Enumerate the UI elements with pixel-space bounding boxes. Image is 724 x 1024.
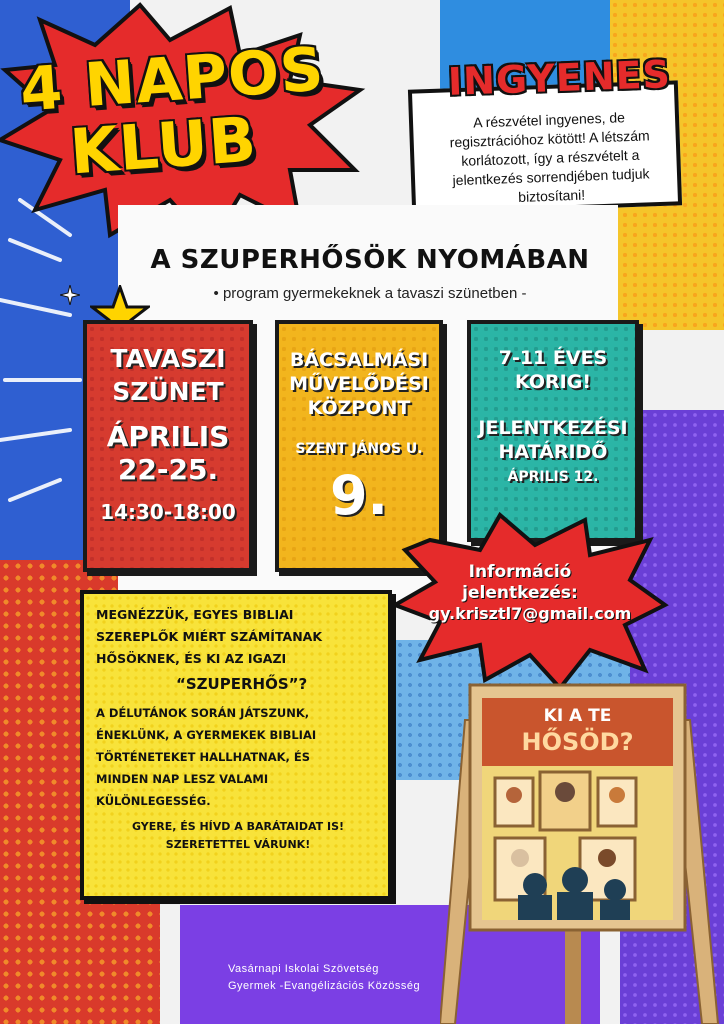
free-notice-text: A részvétel ingyenes, de regisztrációhoz kötött! A létszám korlátozott, így a részvételt a jelentkezés sorrendjében tudjuk biztosítani! [449,109,650,205]
sparkle-icon [60,285,80,305]
info-email[interactable]: gy.krisztl7@gmail.com [428,604,632,623]
description-box [80,590,392,900]
title-line-1: 4 NAPOS [17,34,327,126]
date-line3: ÁPRILIS [106,420,230,453]
venue-street: SZENT JÁNOS U. [295,441,423,457]
date-line1: TAVASZI [110,344,226,373]
info-line2: jelentkezés: [462,583,578,603]
date-card [83,320,253,572]
desc-p2-c: TÖRTÉNETEKET HALLHATNAK, ÉS [96,750,311,764]
footer-org2: Gyermek -Evangélizációs Közösség [228,980,421,992]
age-line3: JELENTKEZÉSI [478,417,628,439]
info-line1: Információ [468,562,572,582]
banner-headline: A SZUPERHŐSÖK NYOMÁBAN [150,245,590,275]
desc-p2-a: A DÉLUTÁNOK SORÁN JÁTSZUNK, [96,706,310,720]
date-line4: 22-25. [117,453,219,486]
age-line1: 7-11 ÉVES [498,347,608,369]
free-badge: INGYENES [447,52,672,104]
venue-line2: MŰVELŐDÉSI [289,373,429,395]
age-card [467,320,639,542]
title-line-2: KLUB [67,102,260,189]
desc-p3-b: SZERETETTEL VÁRUNK! [165,838,311,851]
easel-line1: KI A TE [543,706,612,726]
easel-line2: HŐSÖD? [521,728,634,756]
desc-p2-d: MINDEN NAP LESZ VALAMI [96,772,269,786]
date-time: 14:30-18:00 [100,500,236,524]
desc-p1-a: MEGNÉZZÜK, EGYES BIBLIAI [96,607,294,622]
age-line4: HATÁRIDŐ [498,441,608,463]
venue-number: 9. [329,464,389,527]
desc-p1-b: SZEREPLŐK MIÉRT SZÁMÍTANAK [96,629,323,644]
age-line2: KORIG! [515,371,591,393]
age-deadline: ÁPRILIS 12. [507,469,599,485]
desc-p2-b: ÉNEKLÜNK, A GYERMEKEK BIBLIAI [96,728,317,742]
desc-p1-d: “SZUPERHŐS”? [176,675,308,693]
venue-line1: BÁCSALMÁSI [289,349,429,371]
banner-subline: • program gyermekeknek a tavaszi szünetben - [213,285,527,302]
footer-org1: Vasárnapi Iskolai Szövetség [228,963,379,975]
desc-p1-c: HŐSÖKNEK, ÉS KI AZ IGAZI [96,651,287,666]
desc-p2-e: KÜLÖNLEGESSÉG. [96,794,211,808]
desc-p3-a: GYERE, ÉS HÍVD A BARÁTAIDAT IS! [131,820,345,833]
venue-line3: KÖZPONT [307,397,411,419]
date-line2: SZÜNET [112,377,224,406]
